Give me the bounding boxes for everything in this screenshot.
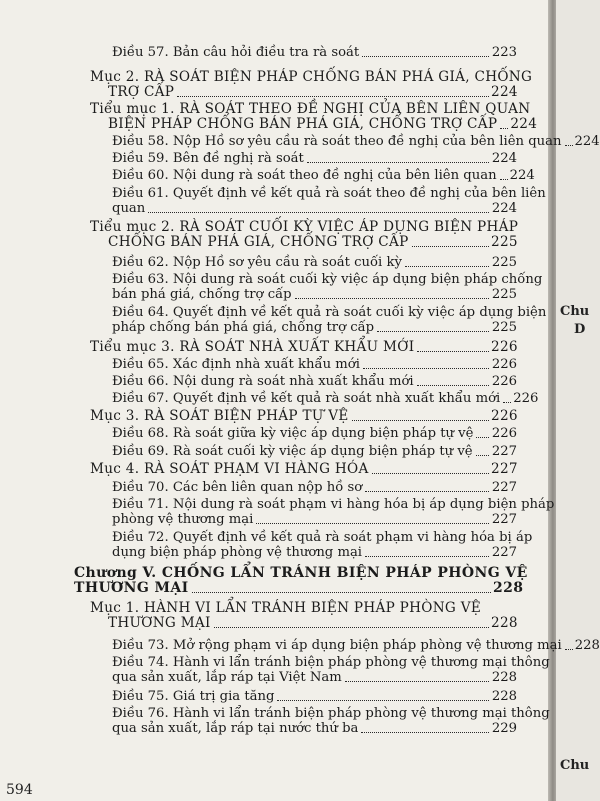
toc-entry-line [90,616,517,631]
toc-entry-text: Điều 65. Xác định nhà xuất khẩu mới [112,357,360,372]
toc-entry [112,706,550,736]
toc-entry-text: THƯƠNG MẠI [74,580,189,596]
toc-entry-line [90,235,517,250]
toc-entry-line [112,168,535,183]
toc-entry-text: Điều 75. Giá trị gia tăng [112,689,275,704]
toc-entry [112,186,546,216]
toc-entry [112,134,600,149]
toc-entry [112,444,517,459]
toc-entry-line [112,134,600,149]
dot-leader [295,298,489,299]
toc-entry [112,689,517,704]
toc-entry-text: Điều 63. Nội dung rà soát cuối kỳ việc áp dụng biện pháp chống [112,272,543,287]
toc-entry-line [90,220,517,235]
toc-entry-text: TRỢ CẤP [108,84,175,100]
toc-entry-line [112,305,547,320]
toc-entry [112,357,517,372]
toc-page-number: 224 [491,151,517,166]
toc-entry-line [90,462,517,477]
toc-entry-line [112,655,550,670]
toc-entry-text: Điều 58. Nộp Hồ sơ yêu cầu rà soát theo đề nghị của bên liên quan [112,134,562,149]
toc-entry [112,168,535,183]
toc-entry-text: Điều 74. Hành vi lẩn tránh biện pháp phòng vệ thương mại thông [112,655,550,670]
toc-entry-line [112,151,517,166]
toc-entry [112,638,600,653]
toc-entry-line [90,601,517,616]
toc-entry-text: quan [112,201,146,216]
dot-leader [363,368,489,369]
dot-leader [256,523,489,524]
toc-entry-line [74,565,528,581]
toc-page-number: 228 [491,689,517,704]
toc-page-number: 225 [491,287,517,302]
toc-page-number: 229 [491,721,517,736]
toc-page-number: 227 [491,461,518,477]
toc-entry-line [90,69,533,85]
toc-entry [90,462,517,477]
toc-entry [90,101,538,132]
dot-leader [476,437,489,438]
dot-leader [365,556,489,557]
adjacent-page [556,0,600,801]
dot-leader [417,351,489,352]
dot-leader [177,96,489,97]
toc-entry [112,151,517,166]
toc-entry-text: BIỆN PHÁP CHỐNG BÁN PHÁ GIÁ, CHỐNG TRỢ CẤP [108,116,498,132]
toc-entry [90,220,517,250]
toc-entry-line [90,116,538,132]
toc-page-number: 226 [513,391,539,406]
dot-leader [345,681,489,682]
dot-leader [405,266,489,267]
toc-entry [112,391,539,406]
toc-page-number: 226 [491,357,517,372]
toc-entry-line [112,689,517,704]
toc-entry-text: Chương V. CHỐNG LẨN TRÁNH BIỆN PHÁP PHÒNG VỆ [74,565,528,581]
toc-entry-line [112,287,517,302]
adjacent-page-fragment: D [574,322,586,337]
dot-leader [365,491,489,492]
toc-entry-text: Điều 68. Rà soát giữa kỳ việc áp dụng biện pháp tự vệ [112,426,474,441]
toc-page-number: 228 [493,580,524,596]
dot-leader [565,145,573,146]
toc-entry-line [112,706,550,721]
toc-entry-text: Mục 2. RÀ SOÁT BIỆN PHÁP CHỐNG BÁN PHÁ GIÁ, CHỐNG [90,69,533,85]
toc-entry-line [112,530,533,545]
toc-entry-line [112,357,517,372]
dot-leader [565,649,573,650]
toc-entry [90,409,517,424]
toc-entry-text: phòng vệ thương mại [112,512,254,527]
toc-entry-text: Điều 66. Nội dung rà soát nhà xuất khẩu mới [112,374,414,389]
toc-entry-text: Điều 72. Quyết định về kết quả rà soát phạm vi hàng hóa bị áp [112,530,533,545]
toc-entry-line [112,426,517,441]
toc-entry-line [112,670,517,685]
toc-entry-text: dụng biện pháp phòng vệ thương mại [112,545,363,560]
dot-leader [362,56,489,57]
toc-entry [74,565,528,596]
toc-entry-line [112,480,517,495]
toc-page-number: 227 [491,512,517,527]
toc-entry-line [112,545,517,560]
toc-entry-text: Điều 61. Quyết định về kết quả rà soát theo đề nghị của bên liên [112,186,546,201]
dot-leader [361,732,489,733]
toc-page-number: 227 [491,545,517,560]
toc-entry-text: Tiểu mục 2. RÀ SOÁT CUỐI KỲ VIỆC ÁP DỤNG BIỆN PHÁP [90,219,519,235]
dot-leader [503,402,511,403]
dot-leader [352,420,489,421]
toc-page-number: 224 [491,84,518,100]
toc-page-number: 228 [491,670,517,685]
dot-leader [500,179,508,180]
toc-entry [112,255,517,270]
toc-entry-line [112,497,555,512]
toc-page-number: 228 [574,638,600,653]
toc-entry-line [112,186,546,201]
toc-entry [112,480,517,495]
toc-entry-line [112,444,517,459]
dot-leader [377,331,489,332]
adjacent-page-fragment: Chu [560,758,590,773]
toc-page-number: 226 [491,374,517,389]
toc-entry-text: bán phá giá, chống trợ cấp [112,287,292,302]
toc-entry-text: Điều 59. Bên đề nghị rà soát [112,151,304,166]
toc-entry [112,374,517,389]
toc-page-number: 228 [491,615,518,631]
dot-leader [307,162,489,163]
toc-entry-line [112,721,517,736]
toc-entry-text: CHỐNG BÁN PHÁ GIÁ, CHỐNG TRỢ CẤP [108,234,409,250]
dot-leader [148,212,489,213]
toc-entry-text: Điều 60. Nội dung rà soát theo đề nghị của bên liên quan [112,168,497,183]
dot-leader [500,128,508,129]
toc-entry-text: Điều 76. Hành vi lẩn tránh biện pháp phòng vệ thương mại thông [112,706,550,721]
toc-page-number: 226 [491,339,518,355]
dot-leader [476,455,489,456]
toc-entry [112,497,555,527]
dot-leader [192,592,491,593]
toc-page-number: 225 [491,255,517,270]
toc-page-number: 225 [491,234,518,250]
toc-entry-text: pháp chống bán phá giá, chống trợ cấp [112,320,375,335]
toc-entry-text: Tiểu mục 3. RÀ SOÁT NHÀ XUẤT KHẨU MỚI [90,339,415,355]
adjacent-page-fragment: Chu [560,304,590,319]
toc-entry-line [112,255,517,270]
toc-page-number: 227 [491,480,517,495]
toc-entry-line [112,512,517,527]
toc-page-number: 226 [491,408,518,424]
toc-page-number: 223 [491,45,517,60]
toc-entry-text: Điều 71. Nội dung rà soát phạm vi hàng hóa bị áp dụng biện pháp [112,497,555,512]
toc-entry-text: Điều 73. Mở rộng phạm vi áp dụng biện pháp phòng vệ thương mại [112,638,562,653]
dot-leader [412,246,489,247]
toc-page-number: 224 [509,168,535,183]
toc-entry-line [112,320,517,335]
toc-entry-line [74,580,524,596]
toc-entry [112,272,543,302]
toc-entry-line [112,201,517,216]
toc-entry-line [112,45,517,60]
toc-page-number: 225 [491,320,517,335]
toc-entry [112,305,547,335]
toc-page-number: 224 [510,116,538,132]
toc-entry-text: Điều 69. Rà soát cuối kỳ việc áp dụng biện pháp tự vệ [112,444,473,459]
toc-entry-line [112,374,517,389]
toc-entry-text: Điều 64. Quyết định về kết quả rà soát cuối kỳ việc áp dụng biện [112,305,547,320]
toc-entry-line [90,409,517,424]
toc-entry [90,340,517,355]
book-spine-shadow [548,0,556,801]
toc-entry-line [90,340,517,355]
toc-entry-text: Mục 3. RÀ SOÁT BIỆN PHÁP TỰ VỆ [90,408,349,424]
page-number: 594 [6,782,33,798]
toc-page-number: 224 [491,201,517,216]
dot-leader [277,700,489,701]
toc-entry-text: Điều 57. Bản câu hỏi điều tra rà soát [112,45,360,60]
toc-entry-line [112,272,543,287]
toc-entry [112,45,517,60]
toc-entry-line [112,638,600,653]
toc-entry-text: THƯƠNG MẠI [108,615,211,631]
dot-leader [214,627,489,628]
toc-entry [90,601,517,631]
toc-entry [112,530,533,560]
toc-entry-text: Điều 62. Nộp Hồ sơ yêu cầu rà soát cuối kỳ [112,255,402,270]
toc-entry-text: qua sản xuất, lắp ráp tại Việt Nam [112,670,342,685]
toc-entry-line [112,391,539,406]
toc-entry-text: Điều 67. Quyết định về kết quả rà soát nhà xuất khẩu mới [112,391,501,406]
toc-page-number: 226 [491,426,517,441]
toc-entry-text: Điều 70. Các bên liên quan nộp hồ sơ [112,480,363,495]
toc-entry [90,69,533,100]
dot-leader [417,385,489,386]
toc-entry-line [90,85,517,100]
toc-entry-line [90,101,531,117]
toc-page-number: 224 [574,134,600,149]
toc-entry-text: qua sản xuất, lắp ráp tại nước thứ ba [112,721,359,736]
toc-entry [112,426,517,441]
toc-page-number: 227 [491,444,517,459]
toc-entry-text: Mục 1. HÀNH VI LẨN TRÁNH BIỆN PHÁP PHÒNG VỆ [90,600,482,616]
toc-entry [112,655,550,685]
dot-leader [372,473,489,474]
toc-entry-text: Tiểu mục 1. RÀ SOÁT THEO ĐỀ NGHỊ CỦA BÊN LIÊN QUAN [90,101,531,117]
toc-entry-text: Mục 4. RÀ SOÁT PHẠM VI HÀNG HÓA [90,461,369,477]
